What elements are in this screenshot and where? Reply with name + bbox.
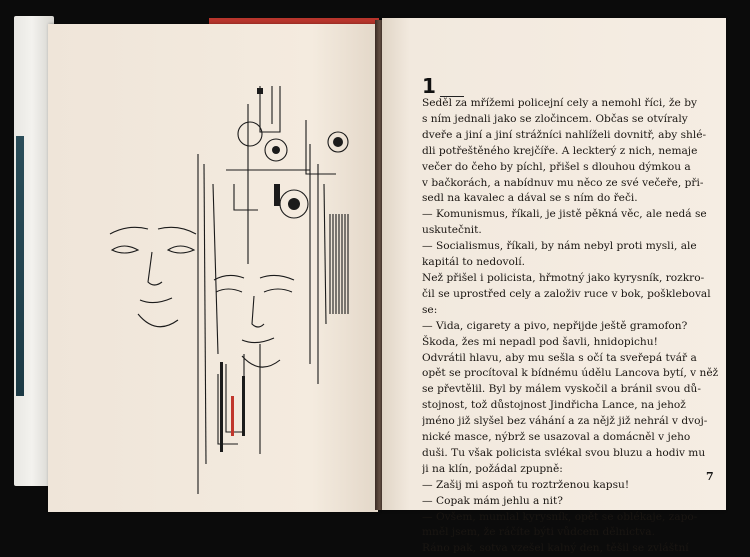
page-number: 7 (706, 470, 714, 483)
illus-face-upper (110, 227, 196, 234)
text-line: stojnost, tož důstojnost Jindřicha Lance, na jehož (422, 399, 686, 412)
illus-line (324, 184, 326, 324)
text-line: čil se uprostřed cely a založiv ruce v bok, poškleboval (422, 287, 711, 300)
text-line: — Zašij mi aspoň tu roztrženou kapsu! (422, 478, 630, 491)
text-line: Seděl za mřížemi policejní cely a nemohl říci, že by (422, 97, 697, 109)
illus-dot (288, 198, 300, 210)
text-line: večer do čeho by píchl, přišel s dlouhou dýmkou a (422, 160, 691, 173)
text-line: Ráno pak, sotva vzešel kalný den, těšil se zvláštní (422, 542, 689, 555)
illus-face-lower (214, 275, 294, 280)
illus-chin (138, 314, 178, 327)
text-line: dli potřeštěného krejčíře. A leckterý z nich, nemaje (422, 144, 698, 157)
illus-dot (333, 137, 343, 147)
illus-line (204, 164, 206, 464)
illus-red-accent (231, 396, 234, 436)
text-line: se převtělil. Byl by málem vyskočil a bránil svou dů- (422, 383, 701, 396)
text-line: duši. Tu však policista svlékal svou bluzu a hodiv mu (422, 446, 706, 459)
illus-block (257, 88, 263, 94)
illus-eye (216, 289, 242, 292)
illus-hatch (330, 214, 348, 314)
text-line: v bačkorách, a nabídnuv mu něco ze své večeře, při- (422, 176, 704, 189)
open-book (14, 10, 740, 555)
illus-chin (242, 356, 280, 367)
illus-nose (252, 296, 264, 327)
text-line: — Socialismus, říkali, by nám nebyl proti mysli, ale (422, 240, 697, 253)
text-line: mněl jsem, že ráčíte býti vůdcem dělnictva. (422, 526, 655, 539)
text-line: kapitál to nedovolí. (422, 256, 525, 269)
text-line: dveře a jiní a jiní strážníci nahlíželi dovnitř, aby shlé- (422, 128, 707, 141)
illus-block (242, 376, 245, 436)
text-line: nické masce, nýbrž se usazoval a domácněl v jeho (422, 431, 691, 444)
illus-eye (264, 289, 292, 292)
body-text (422, 96, 718, 557)
illus-mouth (140, 298, 172, 303)
text-line: — Copak mám jehlu a nit? (422, 494, 563, 507)
illus-nose (148, 252, 162, 285)
chapter-number: 1 (422, 74, 436, 98)
text-line: — Komunismus, říkali, je jistě pěkná věc, ale nedá se (422, 208, 707, 221)
text-line: se: (422, 303, 438, 316)
illus-circle (238, 122, 262, 146)
text-line: uskutečnit. (422, 224, 482, 237)
text-line: sedl na kavalec a dával se s ním do řeči. (422, 192, 638, 205)
illus-line (234, 184, 258, 210)
text-line: ji na klín, požádal zpupně: (422, 462, 563, 475)
text-line: jméno již slyšel bez váhání a za nějž již nehrál v dvoj- (422, 415, 708, 428)
illus-eye (168, 246, 194, 253)
line-art-illustration (48, 24, 378, 512)
text-line: Než přišel i policista, hřmotný jako kyrysník, rozkro- (422, 271, 705, 284)
text-line: opět se procítoval k bídnému údělu Lancova bytí, v něž (422, 367, 718, 380)
text-page (382, 18, 726, 555)
spine-stripe (16, 136, 24, 396)
illus-eye (112, 246, 138, 253)
illus-block (220, 362, 223, 452)
illustration-page (48, 24, 378, 512)
illus-block (274, 184, 280, 206)
text-line: — Ovšem, mumlal kyrysník, opět se oblékaje, zapo- (422, 510, 698, 523)
illus-line (226, 354, 244, 432)
illus-mouth (242, 338, 274, 343)
text-line: Škoda, žes mi nepadl pod šavli, hnidopichu! (422, 335, 658, 348)
text-line: — Vida, cigarety a pivo, nepřijde ještě gramofon? (422, 319, 688, 332)
illus-line (213, 184, 218, 354)
illus-dot (272, 146, 280, 154)
text-line: s ním jednali jako se zločincem. Občas se otvíraly (422, 112, 688, 125)
text-line: Odvrátil hlavu, aby mu sešla s očí ta sveřepá tvář a (422, 351, 697, 364)
